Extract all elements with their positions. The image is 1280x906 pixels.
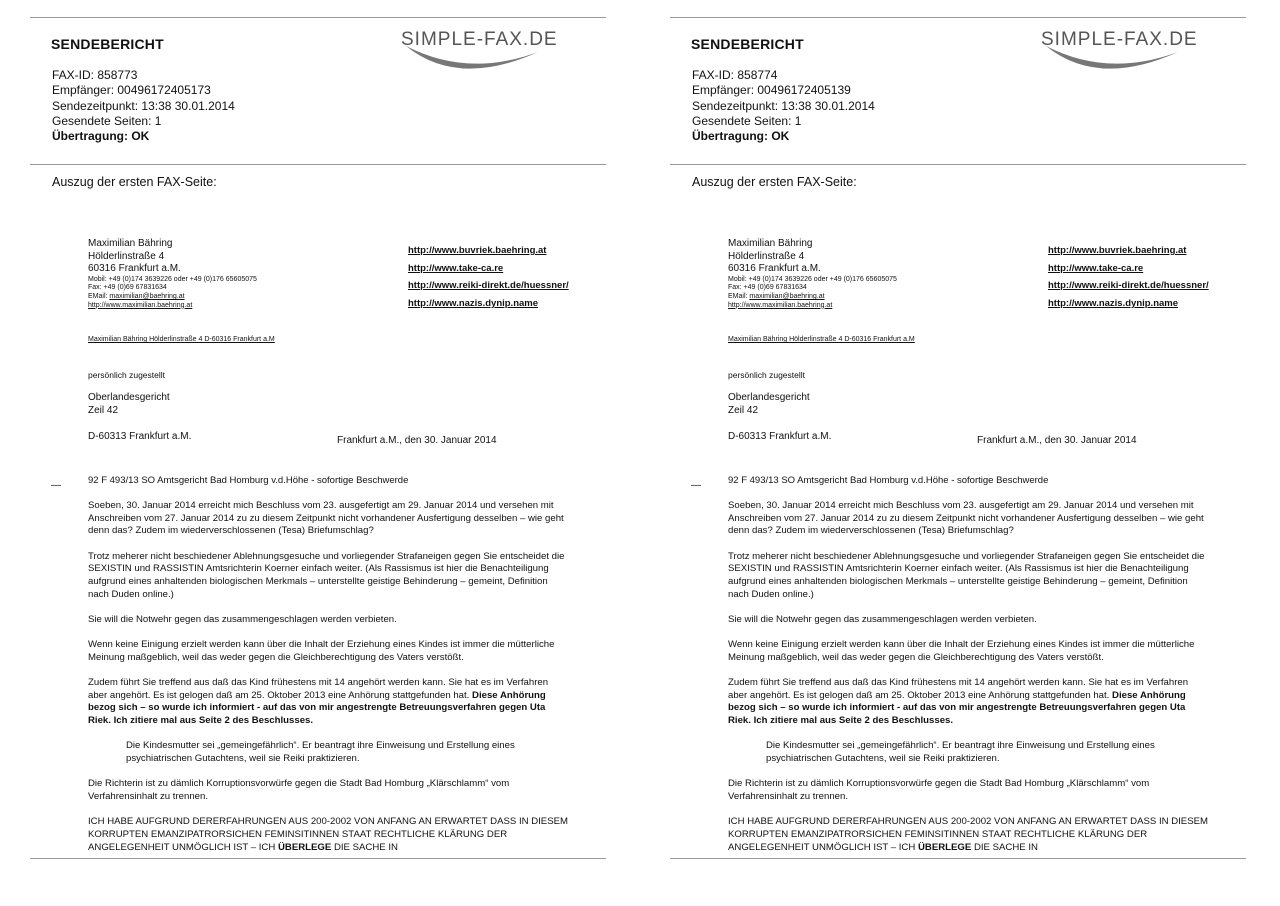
middle-divider bbox=[30, 164, 606, 165]
quote-block: Die Kindesmutter sei „gemeingefährlich“. Er beantragt ihre Einweisung und Erstellung eines psychiatrischen Gutachtens, weil sie Reiki praktizieren. bbox=[126, 740, 515, 765]
send-time: Sendezeitpunkt: 13:38 30.01.2014 bbox=[52, 98, 235, 113]
court-street: Zeil 42 bbox=[88, 405, 119, 416]
fax-meta bbox=[52, 68, 235, 144]
paragraph-5-text: Zudem führt Sie treffend aus daß das Kind frühestens mit 14 angehört werden kann. Sie hat es im Verfahren aber angehört. Es ist gelogen daß am 25. Oktober 2013 eine Anhörung stattgefunden hat. bbox=[88, 677, 549, 701]
sender-name: Maximilian Bähring bbox=[88, 238, 173, 249]
paragraph-3: Sie will die Notwehr gegen das zusammengeschlagen werden verbieten. bbox=[728, 613, 1037, 625]
link-nazis: http://www.nazis.dynip.name bbox=[1048, 297, 1179, 309]
fax-meta bbox=[692, 68, 875, 144]
fax-id: FAX-ID: 858773 bbox=[52, 68, 138, 82]
paragraph-5 bbox=[728, 677, 1208, 728]
court-name: Oberlandesgericht bbox=[728, 392, 810, 403]
paragraph-2: Trotz meherer nicht beschiedener Ablehnungsgesuche und vorliegender Strafaneigen gegen Sie entscheidet die SEXISTIN und RASSISTIN Amtsrichterin Koerner einfach weiter. (Als Rassismus ist hier die Benachteiligung aufgrund eines anhaltenden biologischen Merkmals – unterstellte geistige Behinderung – gemeint, Definition nach Duden online.) bbox=[88, 550, 565, 600]
report-title: SENDEBERICHT bbox=[51, 36, 164, 52]
top-divider bbox=[30, 17, 606, 18]
fold-mark: — bbox=[51, 480, 61, 491]
letter-body bbox=[728, 500, 1208, 867]
sender-email: maximilian@baehring.at bbox=[109, 292, 185, 300]
paragraph-1: Soeben, 30. Januar 2014 erreicht mich Beschluss vom 23. ausgefertigt am 29. Januar 2014 und versehen mit Anschreiben vom 27. Januar 2014 zu zu diesem Zeitpunkt nicht vorhandener Ausfertigung desselben – wie geht denn das? Zudem im wiederverschlossenen (Tesa) Briefumschlag? bbox=[88, 500, 564, 537]
bottom-divider bbox=[30, 858, 606, 859]
sender-email: maximilian@baehring.at bbox=[749, 292, 825, 300]
sender-fax: Fax: +49 (0)69 67831634 bbox=[88, 284, 167, 292]
date-line: Frankfurt a.M., den 30. Januar 2014 bbox=[337, 435, 497, 446]
sender-mobile: Mobil: +49 (0)174 3639226 oder +49 (0)176 65605075 bbox=[728, 275, 897, 283]
paragraph-5-text: Zudem führt Sie treffend aus daß das Kind frühestens mit 14 angehört werden kann. Sie hat es im Verfahren aber angehört. Es ist gelogen daß am 25. Oktober 2013 eine Anhörung stattgefunden hat. bbox=[728, 677, 1189, 701]
paragraph-3: Sie will die Notwehr gegen das zusammengeschlagen werden verbieten. bbox=[88, 613, 397, 625]
logo-text: SIMPLE-FAX.DE bbox=[1041, 29, 1198, 50]
sender-street: Hölderlinstraße 4 bbox=[88, 250, 165, 262]
paragraph-7-end: DIE SACHE IN bbox=[331, 841, 398, 853]
simple-fax-logo bbox=[398, 26, 598, 76]
paragraph-5 bbox=[88, 677, 568, 728]
letter-body bbox=[88, 500, 568, 867]
sender-city: 60316 Frankfurt a.M. bbox=[88, 263, 181, 275]
link-take-care: http://www.take-ca.re bbox=[408, 262, 504, 274]
fax-id: FAX-ID: 858774 bbox=[692, 68, 778, 82]
link-list bbox=[1048, 242, 1209, 312]
send-time: Sendezeitpunkt: 13:38 30.01.2014 bbox=[692, 98, 875, 113]
paragraph-6: Die Richterin ist zu dämlich Korruptionsvorwürfe gegen die Stadt Bad Homburg „Klärschlamm“ vom Verfahrensinhalt zu trennen. bbox=[88, 778, 510, 802]
sender-email-label: EMail: bbox=[88, 292, 110, 300]
sender-street: Hölderlinstraße 4 bbox=[728, 250, 805, 262]
court-city: D-60313 Frankfurt a.M. bbox=[728, 431, 832, 442]
paragraph-7-text: ICH HABE AUFGRUND DERERFAHRUNGEN AUS 200-2002 VON ANFANG AN ERWARTET DASS IN DIESEM KORRUPTEN EMANZIPATRORSICHEN FEMINSITINNEN STAAT RECHTLICHE KLÄRUNG DER ANGELEGENHEIT UNMÖGLICH IST – ICH bbox=[728, 816, 1208, 853]
top-divider bbox=[670, 17, 1246, 18]
paragraph-5-bold: Diese Anhörung bezog sich – so wurde ich informiert - auf das von mir angestrengte Betreuungsverfahren gegen Uta Riek. Ich zitiere mal aus Seite 2 des Beschlusses. bbox=[728, 689, 1186, 727]
link-take-care: http://www.take-ca.re bbox=[1048, 262, 1144, 274]
court-city: D-60313 Frankfurt a.M. bbox=[88, 431, 192, 442]
paragraph-7 bbox=[728, 816, 1208, 854]
delivery-note: persönlich zugestellt bbox=[88, 370, 166, 380]
sender-email-line bbox=[728, 293, 897, 302]
link-reiki: http://www.reiki-direkt.de/huessner/ bbox=[1048, 280, 1209, 292]
paragraph-6: Die Richterin ist zu dämlich Korruptionsvorwürfe gegen die Stadt Bad Homburg „Klärschlamm“ vom Verfahrensinhalt zu trennen. bbox=[728, 778, 1150, 802]
sender-name: Maximilian Bähring bbox=[728, 238, 813, 249]
logo-text: SIMPLE-FAX.DE bbox=[401, 29, 558, 50]
court-street: Zeil 42 bbox=[728, 405, 759, 416]
sender-web: http://www.maximilian.baehring.at bbox=[88, 301, 193, 309]
sender-mobile: Mobil: +49 (0)174 3639226 oder +49 (0)176 65605075 bbox=[88, 275, 257, 283]
pages-sent: Gesendete Seiten: 1 bbox=[52, 113, 162, 128]
paragraph-4: Wenn keine Einigung erzielt werden kann über die Inhalt der Erziehung eines Kindes ist immer die mütterliche Meinung maßgeblich, weil das weder gegen die Gleichberechtigung des Vaters verstößt. bbox=[88, 639, 555, 663]
link-buvriek: http://www.buvriek.baehring.at bbox=[1048, 245, 1187, 256]
sender-fax: Fax: +49 (0)69 67831634 bbox=[728, 284, 807, 292]
paragraph-5-bold: Diese Anhörung bezog sich – so wurde ich informiert - auf das von mir angestrengte Betreuungsverfahren gegen Uta Riek. Ich zitiere mal aus Seite 2 des Beschlusses. bbox=[88, 689, 546, 727]
sender-city: 60316 Frankfurt a.M. bbox=[728, 263, 821, 275]
link-reiki: http://www.reiki-direkt.de/huessner/ bbox=[408, 280, 569, 292]
sender-email-label: EMail: bbox=[728, 292, 750, 300]
paragraph-7 bbox=[88, 816, 568, 854]
date-line: Frankfurt a.M., den 30. Januar 2014 bbox=[977, 435, 1137, 446]
return-address: Maximilian Bähring Hölderlinstraße 4 D-60316 Frankfurt a.M bbox=[88, 336, 275, 343]
middle-divider bbox=[670, 164, 1246, 165]
transmission-status: Übertragung: OK bbox=[692, 129, 790, 144]
report-title: SENDEBERICHT bbox=[691, 36, 804, 52]
subject-line: 92 F 493/13 SO Amtsgericht Bad Homburg v.d.Höhe - sofortige Beschwerde bbox=[88, 475, 409, 486]
subject-line: 92 F 493/13 SO Amtsgericht Bad Homburg v.d.Höhe - sofortige Beschwerde bbox=[728, 475, 1049, 486]
link-buvriek: http://www.buvriek.baehring.at bbox=[408, 245, 547, 256]
recipient: Empfänger: 00496172405173 bbox=[52, 83, 211, 98]
paragraph-2: Trotz meherer nicht beschiedener Ablehnungsgesuche und vorliegender Strafaneigen gegen Sie entscheidet die SEXISTIN und RASSISTIN Amtsrichterin Koerner einfach weiter. (Als Rassismus ist hier die Benachteiligung aufgrund eines anhaltenden biologischen Merkmals – unterstellte geistige Behinderung – gemeint, Definition nach Duden online.) bbox=[728, 550, 1205, 600]
pages-sent: Gesendete Seiten: 1 bbox=[692, 113, 802, 128]
paragraph-7-bold: ÜBERLEGE bbox=[277, 841, 332, 853]
excerpt-label: Auszug der ersten FAX-Seite: bbox=[692, 175, 857, 189]
sender-block bbox=[728, 238, 897, 310]
transmission-status: Übertragung: OK bbox=[52, 129, 150, 144]
simple-fax-logo bbox=[1038, 26, 1238, 76]
quote-block: Die Kindesmutter sei „gemeingefährlich“. Er beantragt ihre Einweisung und Erstellung eines psychiatrischen Gutachtens, weil sie Reiki praktizieren. bbox=[766, 740, 1155, 765]
link-nazis: http://www.nazis.dynip.name bbox=[408, 297, 539, 309]
sender-block bbox=[88, 238, 257, 310]
court-address bbox=[88, 391, 170, 417]
paragraph-4: Wenn keine Einigung erzielt werden kann über die Inhalt der Erziehung eines Kindes ist immer die mütterliche Meinung maßgeblich, weil das weder gegen die Gleichberechtigung des Vaters verstößt. bbox=[728, 639, 1195, 663]
paragraph-7-bold: ÜBERLEGE bbox=[917, 841, 972, 853]
fax-report-page-2 bbox=[640, 0, 1280, 906]
bottom-divider bbox=[670, 858, 1246, 859]
fold-mark: — bbox=[691, 480, 701, 491]
return-address: Maximilian Bähring Hölderlinstraße 4 D-60316 Frankfurt a.M bbox=[728, 336, 915, 343]
delivery-note: persönlich zugestellt bbox=[728, 370, 806, 380]
link-list bbox=[408, 242, 569, 312]
paragraph-7-text: ICH HABE AUFGRUND DERERFAHRUNGEN AUS 200-2002 VON ANFANG AN ERWARTET DASS IN DIESEM KORRUPTEN EMANZIPATRORSICHEN FEMINSITINNEN STAAT RECHTLICHE KLÄRUNG DER ANGELEGENHEIT UNMÖGLICH IST – ICH bbox=[88, 816, 568, 853]
paragraph-7-end: DIE SACHE IN bbox=[971, 841, 1038, 853]
sender-email-line bbox=[88, 293, 257, 302]
sender-web: http://www.maximilian.baehring.at bbox=[728, 301, 833, 309]
recipient: Empfänger: 00496172405139 bbox=[692, 83, 851, 98]
excerpt-label: Auszug der ersten FAX-Seite: bbox=[52, 175, 217, 189]
court-address bbox=[728, 391, 810, 417]
court-name: Oberlandesgericht bbox=[88, 392, 170, 403]
paragraph-1: Soeben, 30. Januar 2014 erreicht mich Beschluss vom 23. ausgefertigt am 29. Januar 2014 und versehen mit Anschreiben vom 27. Januar 2014 zu zu diesem Zeitpunkt nicht vorhandener Ausfertigung desselben – wie geht denn das? Zudem im wiederverschlossenen (Tesa) Briefumschlag? bbox=[728, 500, 1204, 537]
